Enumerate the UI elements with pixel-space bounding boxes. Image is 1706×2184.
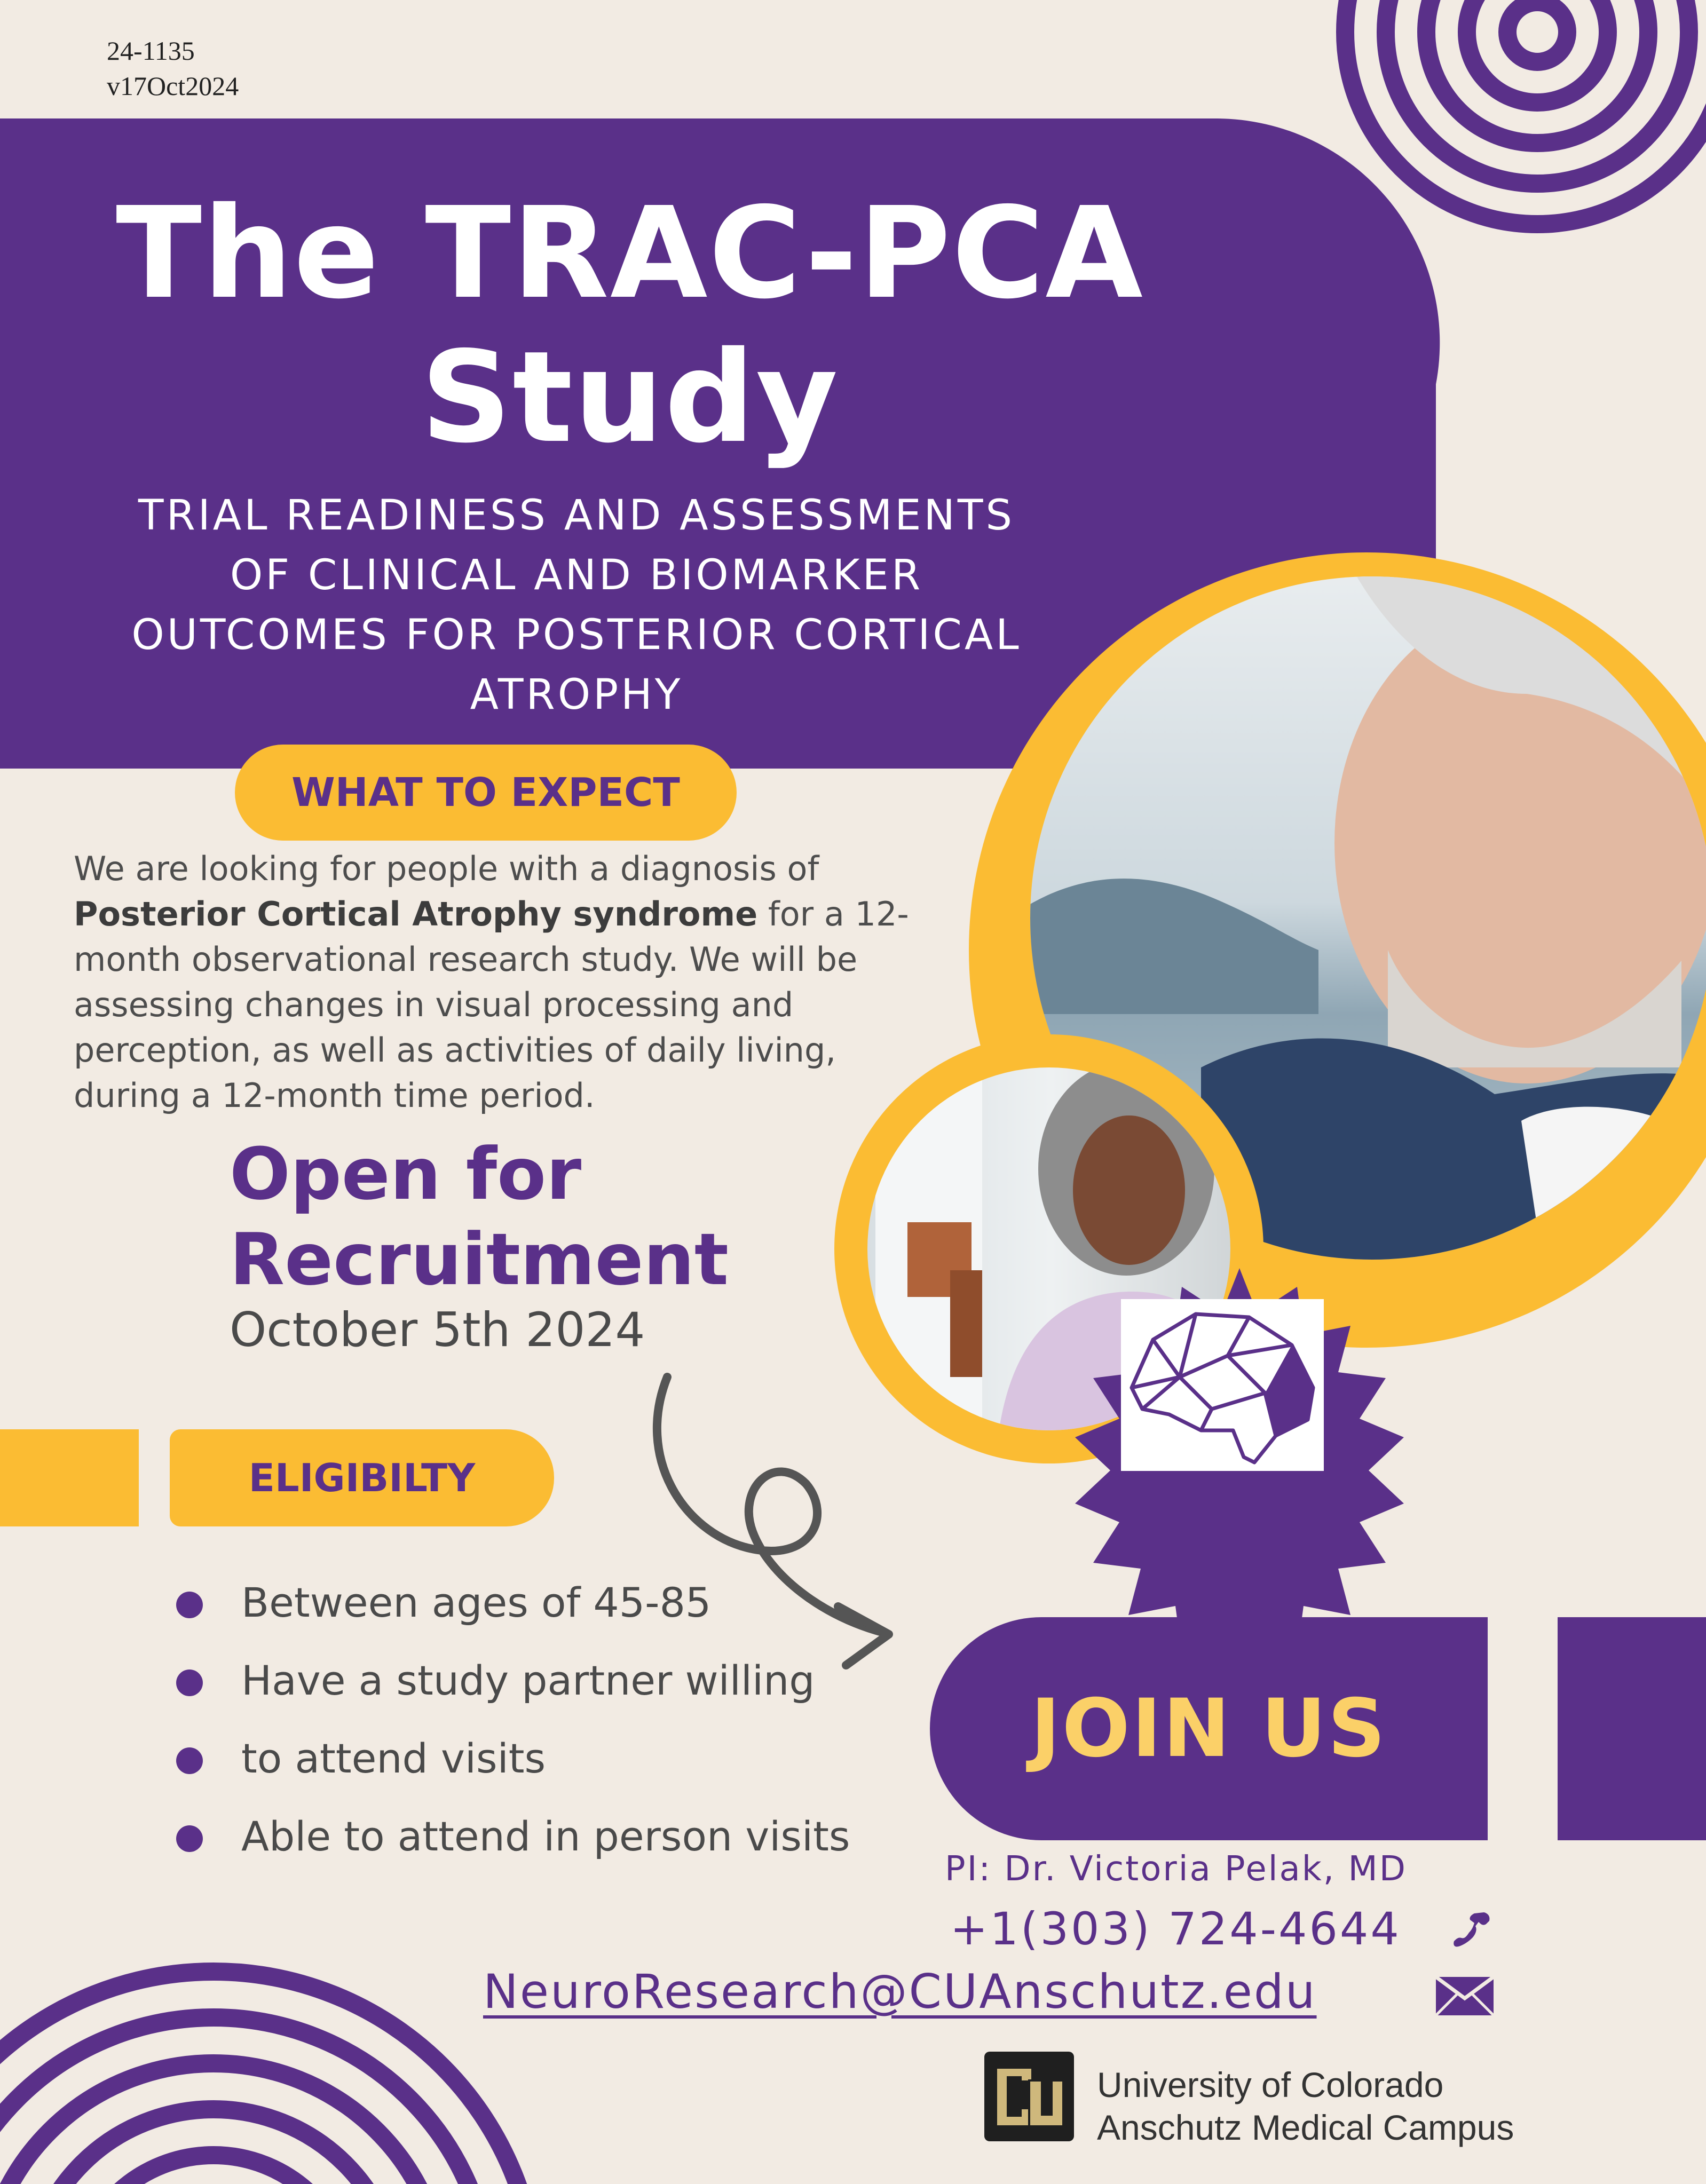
recruitment-date: October 5th 2024 — [230, 1302, 645, 1357]
eligibility-heading: ELIGIBILTY — [170, 1429, 554, 1526]
phone-number[interactable]: +1(303) 724-4644 — [950, 1903, 1401, 1955]
subtitle-line-2: OF CLINICAL AND BIOMARKER — [230, 551, 923, 599]
recruitment-line-2: Recruitment — [230, 1218, 729, 1301]
phone-icon — [1451, 1908, 1494, 1951]
what-to-expect-body — [74, 846, 922, 1118]
eligibility-item-partner-line-1: Have a study partner willing — [241, 1657, 815, 1704]
expect-line-4: assessing changes in visual processing and — [74, 985, 794, 1024]
subtitle-line-4: ATROPHY — [470, 671, 683, 719]
expect-line-2-rest: for a 12- — [757, 895, 909, 933]
expect-line-3: month observational research study. We will be — [74, 940, 858, 979]
what-to-expect-heading: WHAT TO EXPECT — [235, 745, 737, 841]
expect-line-5: perception, as well as activities of daily living, — [74, 1031, 836, 1070]
top-right-concentric-rings — [1345, 0, 1706, 224]
email-link[interactable]: NeuroResearch@CUAnschutz.edu — [483, 1964, 1317, 2019]
subtitle-line-1: TRIAL READINESS AND ASSESSMENTS — [138, 492, 1015, 540]
bottom-left-concentric-rings — [0, 1972, 537, 2184]
document-id — [107, 33, 239, 104]
eligibility-item-in-person: Able to attend in person visits — [176, 1798, 989, 1876]
recruitment-line-1: Open for — [230, 1133, 582, 1216]
open-for-recruitment-heading — [230, 1131, 817, 1302]
expect-line-6: during a 12-month time period. — [74, 1076, 595, 1115]
eligibility-accent-bar — [0, 1429, 139, 1526]
expect-line-1: We are looking for people with a diagnosis of — [74, 849, 819, 888]
mail-icon — [1434, 1975, 1496, 2017]
join-us-accent-bar — [1558, 1617, 1706, 1840]
university-line-1: University of Colorado — [1097, 2065, 1444, 2104]
title-line-2: Study — [421, 324, 839, 471]
expect-bold-diagnosis: Posterior Cortical Atrophy syndrome — [74, 895, 758, 933]
eligibility-item-partner — [176, 1642, 989, 1720]
eligibility-item-partner-continued — [176, 1720, 989, 1798]
university-name — [1097, 2063, 1514, 2149]
university-line-2: Anschutz Medical Campus — [1097, 2108, 1514, 2147]
subtitle-line-3: OUTCOMES FOR POSTERIOR CORTICAL — [131, 611, 1022, 659]
eligibility-item-age: Between ages of 45-85 — [176, 1564, 989, 1642]
document-number: 24-1135 — [107, 36, 195, 66]
cu-logo-icon — [981, 2048, 1077, 2145]
eligibility-list — [176, 1564, 989, 1876]
principal-investigator: PI: Dr. Victoria Pelak, MD — [945, 1849, 1407, 1889]
document-version: v17Oct2024 — [107, 71, 239, 101]
expect-line-2 — [74, 891, 922, 937]
join-us-banner: JOIN US — [930, 1617, 1488, 1840]
page-subtitle — [69, 486, 1084, 725]
page-title — [69, 181, 1190, 470]
eligibility-item-partner-line-2: to attend visits — [241, 1735, 546, 1782]
title-line-1: The TRAC-PCA — [116, 180, 1144, 327]
